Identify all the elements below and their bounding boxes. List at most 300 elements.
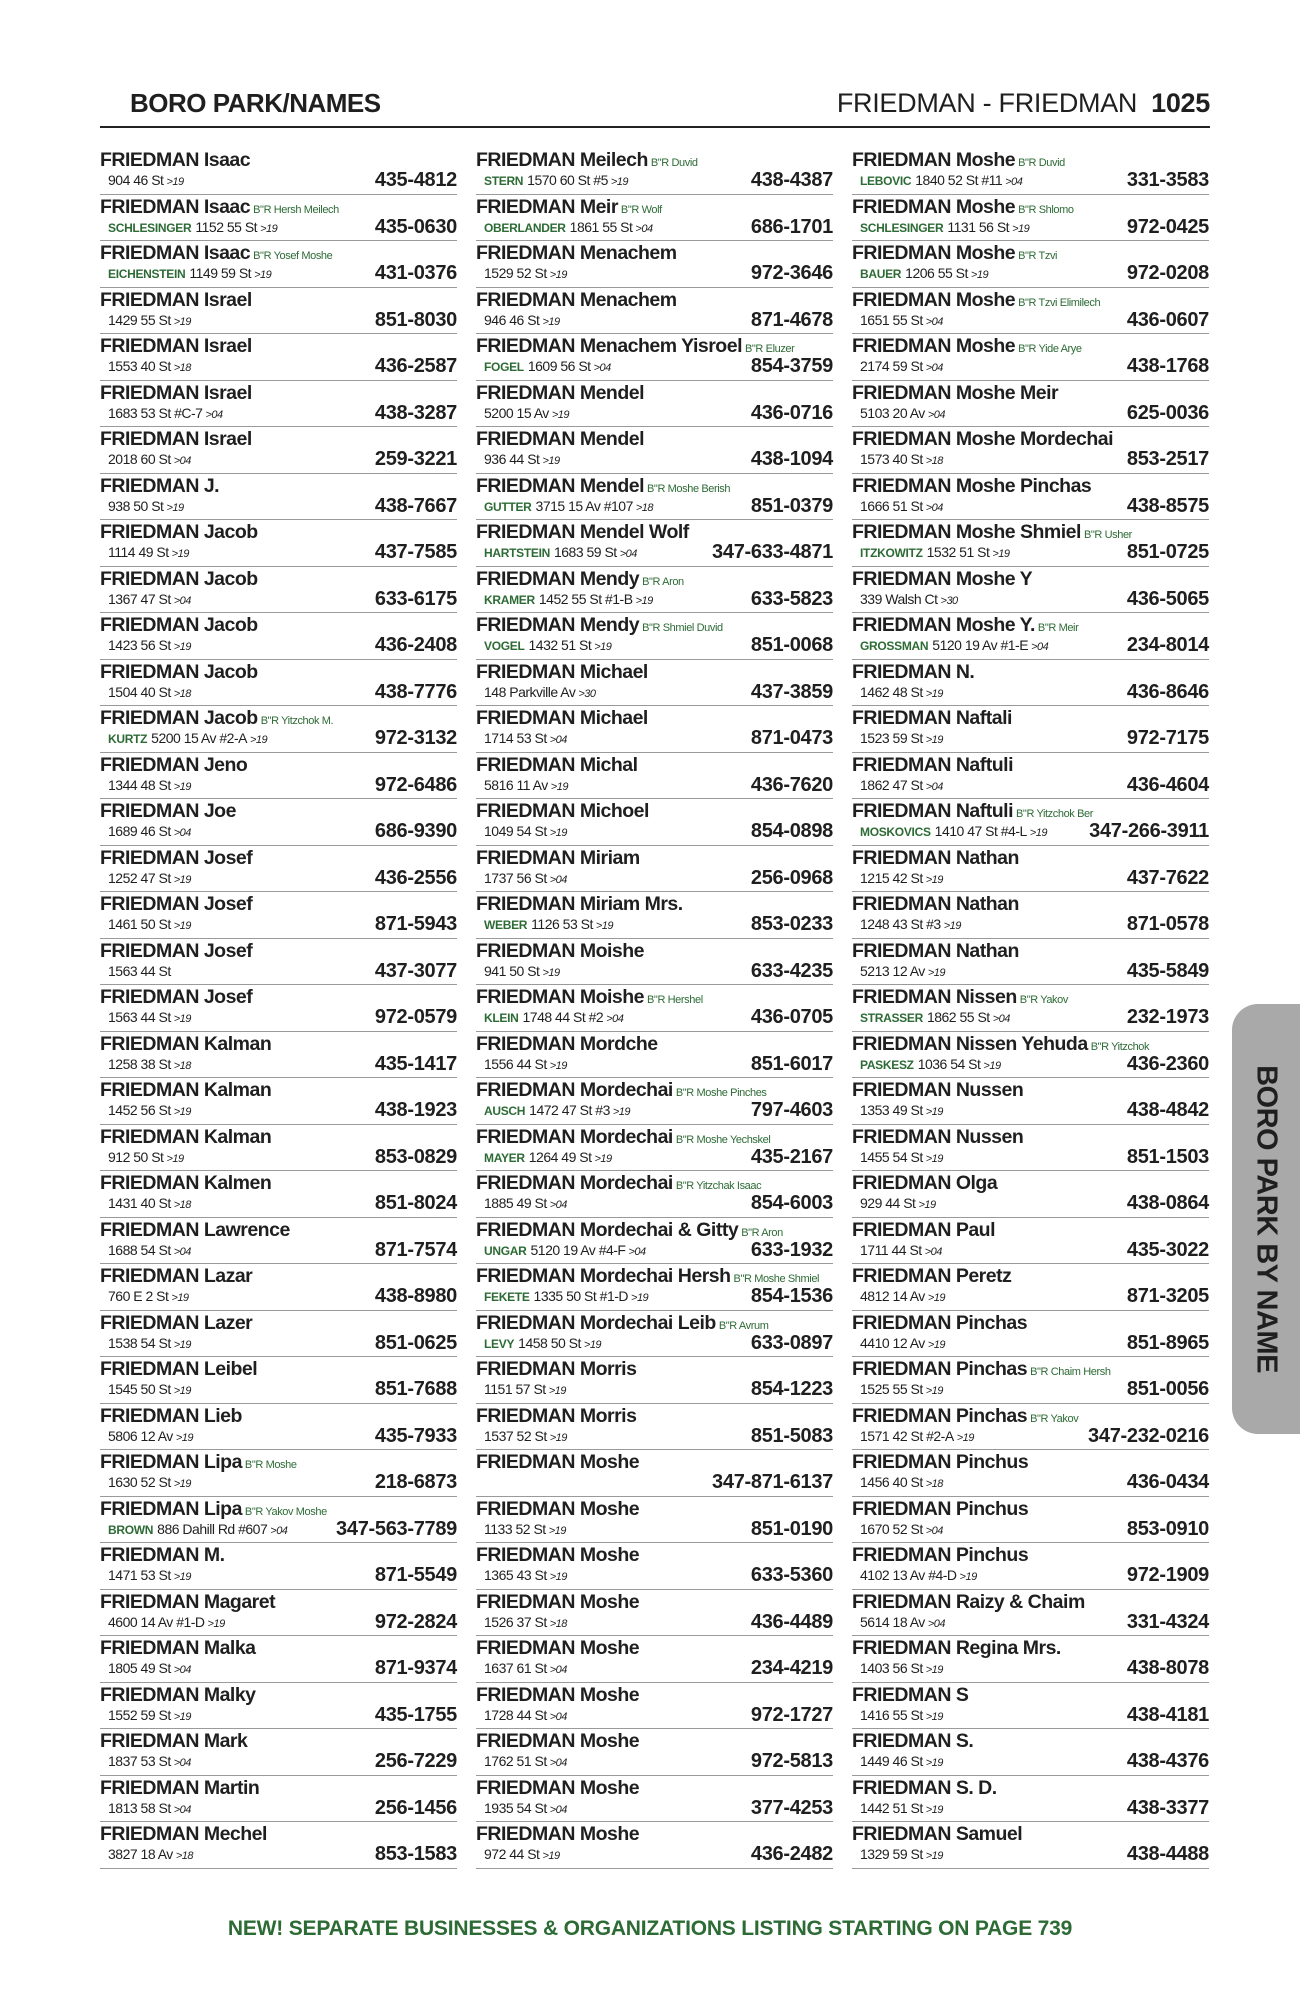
listing-name-text: FRIEDMAN S [852,1683,969,1706]
listing-entry [476,567,833,614]
listing-address [484,1614,567,1630]
listing-address [860,1056,1001,1072]
listing-street: 1711 44 St [860,1241,922,1258]
listing-address [484,1428,567,1444]
listing-entry [852,195,1209,242]
listing-entry [476,939,833,986]
listing-street: 1537 52 St [484,1427,547,1444]
listing-name [852,1823,1022,1846]
listing-zip-code: >04 [635,222,653,235]
listing-zip-code: >04 [1005,176,1023,188]
listing-name [476,893,683,916]
listing-name-text: FRIEDMAN Michoel [476,800,649,822]
listing-name [476,1591,639,1614]
listing-entry [476,1311,833,1358]
listing-address [484,1288,648,1304]
listing-address [108,1009,191,1025]
listing-name [100,521,258,544]
listing-address [108,1149,184,1165]
listing-street: 1264 49 St [528,1148,592,1165]
listing-phone: 436-0434 [1126,1471,1209,1493]
listing-entry [100,1357,457,1404]
listing-address [860,963,945,979]
listing-street: 5806 12 Av [108,1427,173,1444]
listing-phone: 438-1923 [374,1099,457,1121]
listing-name-text: FRIEDMAN Lawrence [100,1218,290,1241]
listing-name-text: FRIEDMAN Lipa [100,1451,242,1473]
listing-entry [100,241,457,288]
listing-maiden-name: BAUER [860,267,902,281]
listing-zip-code: >19 [983,1059,1001,1072]
listing-phone: 436-2408 [374,634,457,656]
listing-phone: 377-4253 [750,1796,833,1819]
listing-name-text: FRIEDMAN Jacob [100,567,258,590]
listing-zip-code: >19 [173,1478,191,1490]
listing-address [860,1474,943,1490]
listing-name [476,1544,639,1567]
listing-name-text: FRIEDMAN Moshe Pinchas [852,474,1092,497]
listing-zip-code: >19 [594,1152,612,1165]
listing-street: 1556 44 St [484,1055,547,1072]
listing-address [108,684,191,700]
listing-name [476,196,662,219]
listing-phone: 686-1701 [750,215,833,238]
listing-entry [476,1450,833,1497]
listing-phone: 234-8014 [1126,634,1209,656]
listing-name [476,289,677,312]
listing-entry [852,1822,1209,1869]
listing-entry [100,148,457,195]
listing-entry [476,1590,833,1637]
listing-name-text: FRIEDMAN Pinchus [852,1497,1029,1520]
listing-name [100,428,252,451]
listing-address [860,637,1048,653]
listing-name-text: FRIEDMAN Moshe [852,242,1016,264]
listing-entry [100,1171,457,1218]
listing-name-text: FRIEDMAN Moshe [852,195,1016,218]
listing-name-text: FRIEDMAN Moshe Mordechai [852,428,1114,450]
listing-entry [100,1683,457,1730]
listing-phone: 851-6017 [750,1052,833,1075]
listing-zip-code: >04 [549,1664,567,1676]
listing-entry [476,1636,833,1683]
listing-entry [100,1078,457,1125]
listing-entry [852,1450,1209,1497]
listing-phone: 854-1223 [750,1378,833,1400]
listing-name-text: FRIEDMAN Moshe [476,1776,640,1799]
listing-entry [852,846,1209,893]
listing-street: 1571 42 St #2-A [860,1427,954,1444]
listing-name-text: FRIEDMAN Lipa [100,1497,242,1520]
listing-zip-code: >19 [943,920,961,932]
listing-phone: 633-1932 [750,1238,833,1261]
listing-name [100,1544,225,1567]
listing-street: 1367 47 St [108,590,171,607]
footer-note: NEW! SEPARATE BUSINESSES & ORGANIZATIONS LISTING STARTING ON PAGE 739 [227,1917,1073,1940]
listing-zip-code: >04 [173,827,191,839]
listing-name [852,1265,1011,1288]
listing-zip-code: >18 [173,1059,191,1072]
listing-street: 1748 44 St #2 [522,1009,604,1025]
listing-address [860,172,1022,188]
listing-street: 5213 12 Av [860,962,925,979]
listing-street: 1688 54 St [108,1241,171,1258]
listing-name [476,428,644,451]
listing-entry [852,1171,1209,1218]
listing-street: 1206 55 St [905,265,968,281]
listing-phone: 331-3583 [1126,169,1209,191]
listing-address [108,265,271,281]
listing-name [852,754,1013,777]
listing-street: 1431 40 St [108,1195,171,1211]
listing-street: 1563 44 St [108,962,171,979]
listing-zip-code: >19 [542,966,560,979]
listing-entry [476,1078,833,1125]
listing-name-text: FRIEDMAN Mendel [476,474,644,497]
listing-name-text: FRIEDMAN Olga [852,1172,998,1194]
listing-zip-code: >30 [578,687,596,700]
listing-address [484,1660,567,1676]
listing-address [484,451,560,467]
listing-street: 1429 55 St [108,311,171,328]
listing-phone: 331-4324 [1126,1610,1209,1633]
listing-address [484,498,653,514]
listing-phone: 232-1973 [1126,1006,1209,1028]
listing-name [100,1219,290,1242]
listing-zip-code: >19 [583,1338,602,1351]
listing-zip-code: >19 [925,1106,943,1118]
listing-column-1 [100,148,457,1869]
listing-zip-code: >19 [927,966,945,979]
listing-name [852,1405,1078,1428]
listing-address [108,172,184,188]
listing-zip-code: >19 [173,1710,191,1723]
listing-entry [852,1264,1209,1311]
listing-maiden-name: SCHLESINGER [108,220,192,235]
listing-phone: 625-0036 [1126,401,1209,424]
listing-name-text: FRIEDMAN Israel [100,381,252,404]
listing-phone: 436-2360 [1126,1052,1209,1075]
listing-street: 1403 56 St [860,1660,923,1676]
listing-name [476,149,698,172]
listing-phone: 854-3759 [750,355,833,377]
listing-street: 1149 59 St [189,265,252,281]
listing-street: 1452 55 St #1-B [538,590,633,607]
listing-entry [100,1311,457,1358]
listing-zip-code: >04 [549,873,567,886]
listing-phone: 797-4603 [750,1099,833,1121]
listing-phone: 347-871-6137 [712,1471,833,1493]
listing-entry [852,148,1209,195]
listing-street: 1545 50 St [108,1381,171,1397]
listing-name-text: FRIEDMAN Lazer [100,1311,253,1334]
listing-father-name: B"R Yakov Moshe [244,1505,327,1518]
listing-entry [100,892,457,939]
listing-phone: 436-2482 [750,1843,833,1865]
listing-name-text: FRIEDMAN Malky [100,1683,256,1706]
listing-address [484,358,611,374]
listing-zip-code: >19 [542,315,560,328]
listing-entry [852,520,1209,567]
listing-phone: 436-4489 [750,1610,833,1633]
listing-name-text: FRIEDMAN Pinchus [852,1451,1029,1473]
listing-phone: 256-7229 [374,1750,457,1772]
listing-address [484,1195,567,1211]
listing-name-text: FRIEDMAN Nussen [852,1079,1024,1101]
listing-name-text: FRIEDMAN Mordechai [476,1125,673,1148]
listing-entry [852,288,1209,335]
listing-street: 941 50 St [484,962,540,979]
listing-address [484,963,560,979]
listing-name-text: FRIEDMAN Nissen Yehuda [852,1032,1088,1055]
listing-zip-code: >19 [173,1571,191,1583]
listing-entry [852,381,1209,428]
listing-phone: 853-0829 [374,1145,457,1168]
listing-street: 1462 48 St [860,683,923,700]
listing-address [860,1149,943,1165]
listing-address [860,1567,977,1583]
listing-street: 760 E 2 St [108,1288,169,1304]
listing-zip-code: >19 [173,1013,191,1025]
listing-street: 1637 61 St [484,1660,547,1676]
listing-phone: 972-0425 [1126,215,1209,238]
listing-entry [100,1776,457,1823]
listing-name-text: FRIEDMAN Moshe [476,1683,640,1706]
listing-zip-code: >19 [925,1803,943,1816]
listing-entry [476,706,833,753]
listing-entry [100,846,457,893]
listing-maiden-name: MOSKOVICS [860,825,931,839]
listing-street: 946 46 St [484,311,540,328]
listing-name-text: FRIEDMAN Mordechai [476,1079,673,1101]
listing-address [860,498,943,514]
listing-street: 1840 52 St #11 [915,172,1003,188]
listing-name-text: FRIEDMAN S. D. [852,1776,997,1799]
listing-phone: 871-4678 [750,308,833,331]
listing-street: 1714 53 St [484,730,547,746]
listing-phone: 438-7667 [374,494,457,517]
listing-address [108,1753,191,1769]
listing-address [860,870,943,886]
listing-address [108,312,191,328]
listing-address [484,1567,567,1583]
listing-address [860,1428,974,1444]
listing-name [852,1126,1023,1149]
listing-address [860,1846,943,1862]
listing-street: 1570 60 St #5 [527,172,608,188]
listing-address [108,1660,191,1676]
listing-address [108,1288,189,1304]
listing-column-3 [852,148,1209,1869]
listing-name-text: FRIEDMAN Jacob [100,660,258,683]
listing-zip-code: >19 [612,1106,631,1118]
listing-address [108,1242,191,1258]
listing-street: 1416 55 St [860,1706,923,1723]
listing-name [476,1033,658,1056]
listing-address [108,823,191,839]
listing-zip-code: >04 [628,1245,646,1258]
listing-zip-code: >19 [635,594,653,607]
listing-father-name: B"R Tzvi [1018,250,1058,262]
listing-street: 1471 53 St [108,1567,171,1583]
listing-name-text: FRIEDMAN Raizy & Chaim [852,1590,1085,1613]
listing-address [484,1846,560,1862]
listing-zip-code: >19 [925,1152,943,1165]
listing-father-name: B"R Tzvi Elimilech [1018,296,1101,309]
listing-name-text: FRIEDMAN Josef [100,986,253,1008]
listing-name [476,614,723,637]
listing-phone: 438-3287 [374,401,457,424]
listing-address [484,1753,567,1769]
listing-phone: 259-3221 [374,448,457,470]
listing-address [860,1381,943,1397]
listing-name-text: FRIEDMAN Moshe [852,288,1016,311]
listing-phone: 854-1536 [750,1285,833,1307]
listing-street: 1049 54 St [484,823,547,839]
listing-street: 5120 19 Av #4-F [530,1241,626,1258]
listing-zip-code: >18 [925,1478,943,1490]
listing-entry [852,1357,1209,1404]
listing-zip-code: >18 [549,1617,567,1630]
listing-zip-code: >04 [173,1803,191,1816]
listing-name-text: FRIEDMAN Miriam Mrs. [476,893,683,915]
listing-zip-code: >19 [542,455,560,467]
listing-father-name: B"R Meir [1037,622,1079,634]
listing-entry [852,474,1209,521]
listing-address [860,219,1029,235]
listing-zip-code: >19 [173,1385,191,1397]
listing-zip-code: >19 [918,1199,936,1211]
listing-phone: 438-1094 [750,448,833,470]
listing-phone: 438-8575 [1126,494,1209,517]
listing-name-text: FRIEDMAN Moshe [476,1544,640,1566]
listing-entry [100,381,457,428]
listing-entry [100,613,457,660]
listing-phone: 436-7620 [750,773,833,796]
listing-entry [476,241,833,288]
listing-column-2 [476,148,833,1869]
listing-street: 1813 58 St [108,1799,171,1816]
listing-address [484,637,611,653]
listing-entry [852,1683,1209,1730]
listing-address [860,265,988,281]
listing-name-text: FRIEDMAN Josef [100,846,253,869]
listing-zip-code: >19 [166,501,184,514]
listing-maiden-name: GROSSMAN [860,639,929,653]
listing-name-text: FRIEDMAN Mordche [476,1032,658,1055]
listing-name [100,940,252,963]
listing-name [100,986,252,1009]
listing-zip-code: >19 [610,176,629,188]
listing-name-text: FRIEDMAN Paul [852,1218,996,1241]
listing-zip-code: >19 [970,269,989,281]
listing-name-text: FRIEDMAN Michael [476,660,648,683]
side-tab-label: BORO PARK BY NAME [1250,1065,1283,1373]
listing-name [852,521,1132,544]
listing-name [852,382,1058,405]
listing-entry [852,1776,1209,1823]
listing-street: 1365 43 St [484,1567,547,1583]
listing-street: 1353 49 St [860,1102,923,1118]
listing-name-text: FRIEDMAN Moshe Y. [852,614,1035,636]
listing-name [100,475,219,498]
listing-zip-code: >04 [924,1245,942,1258]
listing-name-text: FRIEDMAN Meir [476,195,618,218]
listing-zip-code: >04 [173,1245,191,1258]
listing-entry [852,427,1209,474]
listing-phone: 435-5849 [1126,959,1209,982]
listing-street: 4812 14 Av [860,1288,925,1304]
listing-maiden-name: WEBER [484,918,528,932]
listing-phone: 633-6175 [374,587,457,610]
listing-address [484,1009,623,1025]
listing-phone: 234-4219 [750,1657,833,1679]
listing-name [852,1498,1028,1521]
listing-address [108,730,267,746]
listing-entry [100,1729,457,1776]
listing-street: 1689 46 St [108,823,171,839]
listing-address [484,219,653,235]
listing-street: 2018 60 St [108,451,171,467]
listing-name-text: FRIEDMAN Moshe [852,335,1016,357]
listing-phone: 871-5549 [374,1564,457,1586]
listing-zip-code: >19 [631,1292,649,1304]
listing-name-text: FRIEDMAN Kalman [100,1125,272,1148]
listing-zip-code: >04 [925,780,943,793]
listing-street: 936 44 St [484,451,540,467]
listing-street: 1252 47 St [108,869,171,886]
listing-street: 912 50 St [108,1148,164,1165]
listing-name-text: FRIEDMAN Nathan [852,893,1019,915]
listing-phone: 854-6003 [750,1192,833,1214]
listing-address [860,451,943,467]
listing-address [108,1614,225,1630]
listing-entry [100,1543,457,1590]
listing-name-text: FRIEDMAN Moshe [852,149,1016,171]
listing-street: 1862 47 St [860,776,923,793]
listing-street: 1651 55 St [860,311,923,328]
listing-address [484,823,567,839]
listing-name [100,1451,297,1474]
listing-street: 1248 43 St #3 [860,916,941,932]
listing-address [108,1707,191,1723]
listing-name-text: FRIEDMAN Nathan [852,939,1019,962]
listing-phone: 633-5823 [750,587,833,610]
listing-address [108,1521,287,1537]
listing-zip-code: >19 [925,1664,943,1676]
section-side-tab [1232,1004,1300,1434]
listing-street: 938 50 St [108,497,164,514]
listing-address [108,1381,191,1397]
listing-name [100,754,247,777]
listing-maiden-name: ITZKOWITZ [860,546,923,560]
listing-name [100,1126,271,1149]
listing-maiden-name: KRAMER [484,592,535,607]
listing-name-text: FRIEDMAN Moshe [476,1730,640,1752]
listing-name-text: FRIEDMAN Kalmen [100,1172,272,1194]
listing-name-text: FRIEDMAN Martin [100,1776,260,1799]
listing-street: 1552 59 St [108,1706,171,1723]
listing-name [852,428,1113,451]
listing-address [108,451,191,467]
listing-phone: 851-0056 [1126,1378,1209,1400]
listing-phone: 633-5360 [750,1564,833,1586]
listing-street: 1344 48 St [108,776,171,793]
listing-entry [476,1776,833,1823]
listing-name [476,242,677,265]
listing-name-text: FRIEDMAN N. [852,660,975,683]
listing-entry [852,799,1209,846]
